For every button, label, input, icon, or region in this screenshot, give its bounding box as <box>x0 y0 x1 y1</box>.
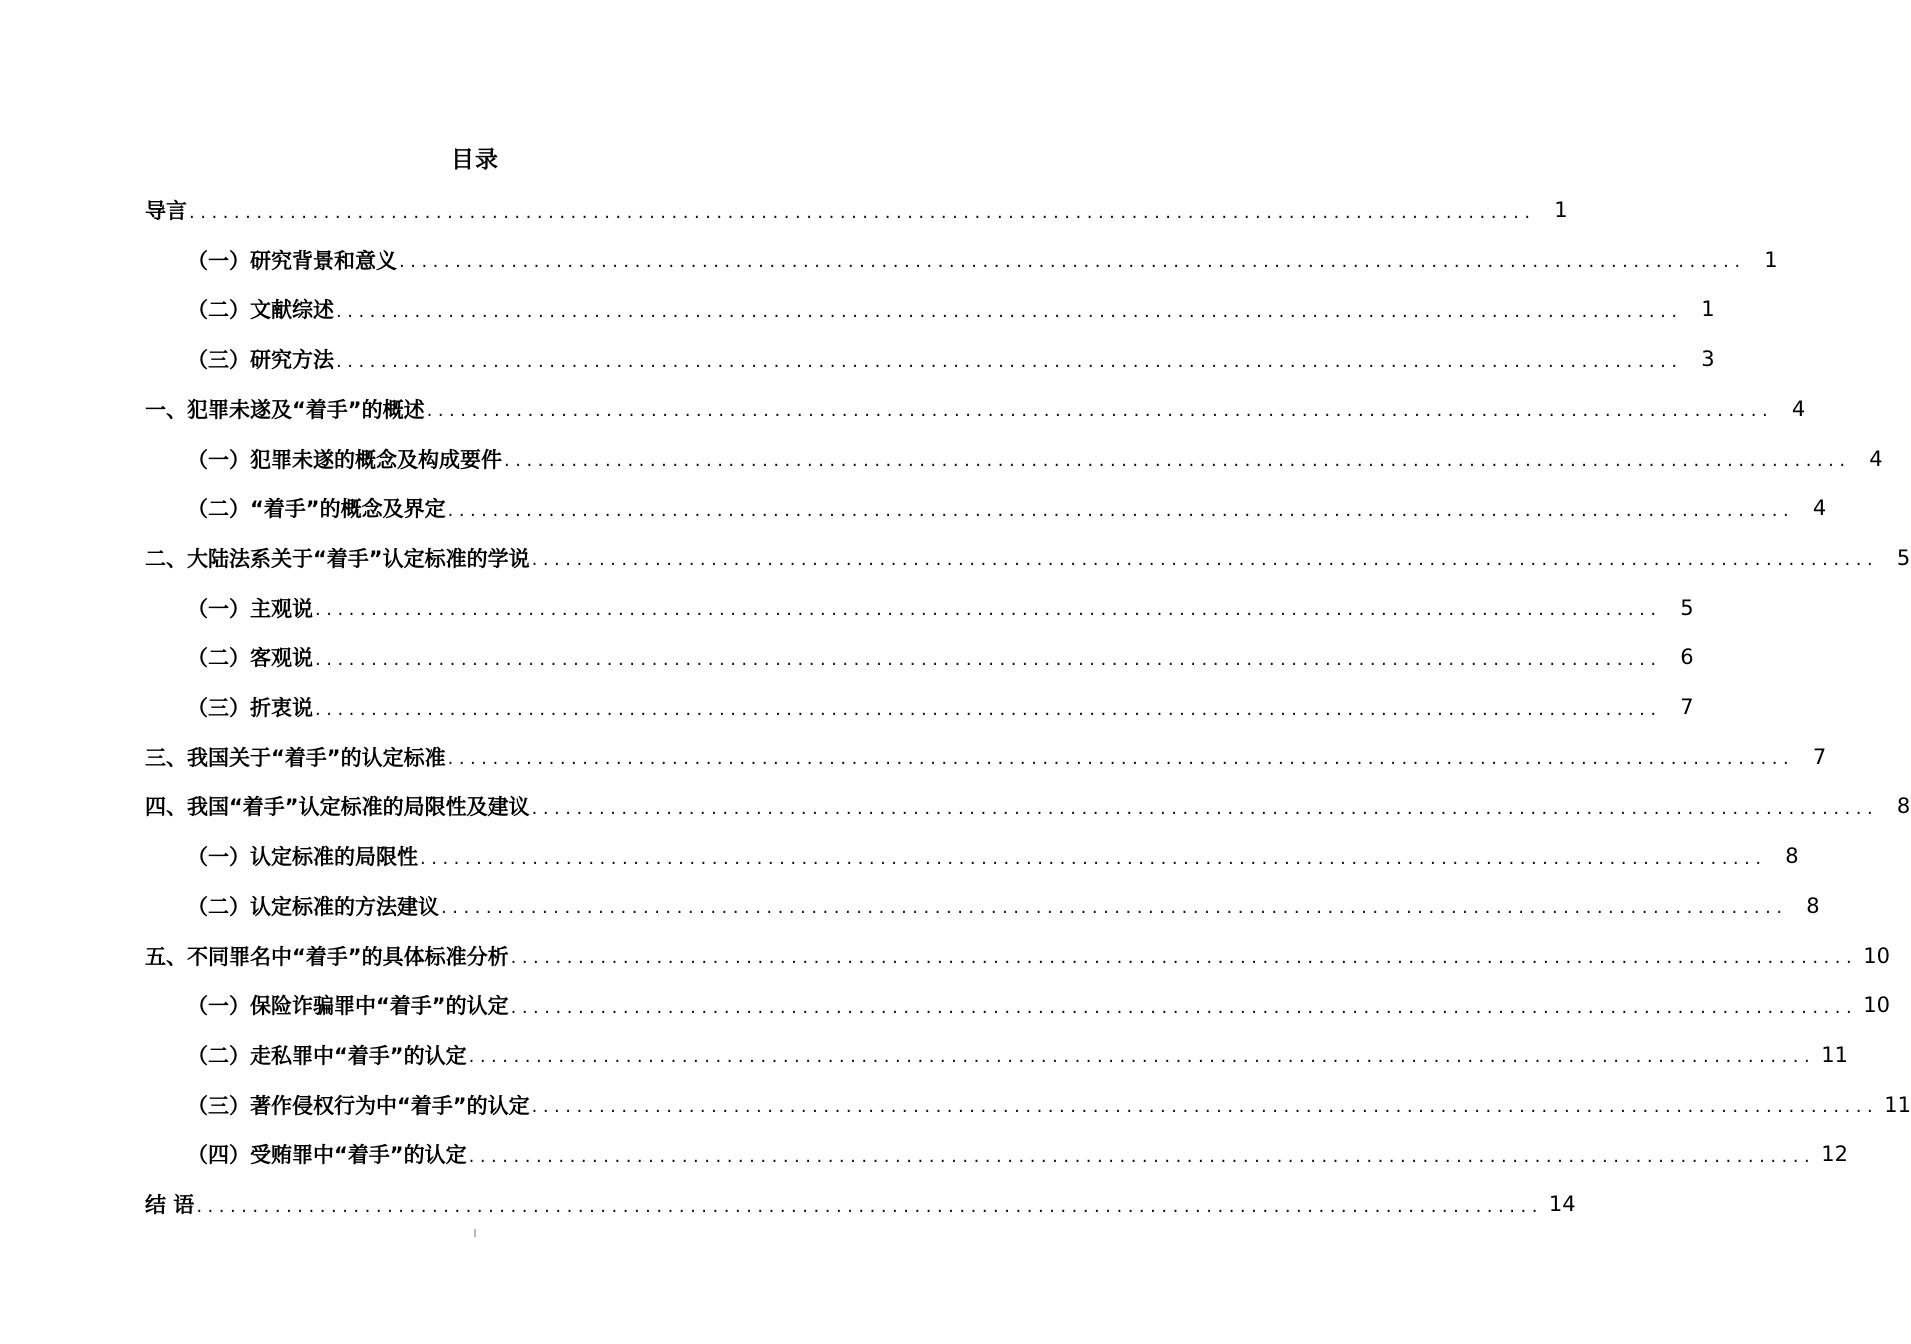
toc-entry-page-number: 4 <box>1812 496 1827 521</box>
toc-entry-page-number: 3 <box>1701 347 1715 372</box>
toc-dot-leader: ........................................................................................................................ <box>531 797 1879 819</box>
toc-entry-page-number: 1 <box>1701 297 1715 322</box>
toc-dot-leader: ........................................................................................................................ <box>189 201 1536 223</box>
toc-entry-page-number: 8 <box>1896 794 1911 819</box>
toc-entry[interactable] <box>187 1030 1848 1080</box>
toc-title: 目录 <box>451 147 499 173</box>
toc-dot-leader: ........................................................................................................................ <box>441 897 1788 919</box>
toc-dot-leader: ........................................................................................................................ <box>531 549 1879 571</box>
toc-entry-label: （一）认定标准的局限性 <box>187 845 418 870</box>
toc-entry-label: （一）主观说 <box>187 596 313 621</box>
toc-entry-label: 四、我国“着手”认定标准的局限性及建议 <box>145 795 530 820</box>
toc-entry[interactable] <box>145 732 1827 782</box>
toc-entry-page-number: 7 <box>1680 695 1694 719</box>
toc-entry-label: （三）折衷说 <box>187 696 313 720</box>
toc-entry[interactable] <box>145 533 1911 583</box>
toc-entry-label: 导言 <box>145 199 187 223</box>
toc-entry-label: （一）犯罪未遂的概念及构成要件 <box>187 447 502 472</box>
toc-entry-page-number: 4 <box>1791 396 1806 421</box>
toc-dot-leader: ........................................................................................................................ <box>315 599 1662 621</box>
toc-dot-leader: ........................................................................................................................ <box>468 1145 1816 1167</box>
toc-entry[interactable] <box>187 1129 1848 1179</box>
toc-dot-leader: ........................................................................................................................ <box>447 499 1795 521</box>
toc-entry-label: 二、大陆法系关于“着手”认定标准的学说 <box>145 546 530 571</box>
toc-entry-label: 一、犯罪未遂及“着手”的概述 <box>145 397 425 422</box>
toc-entry[interactable] <box>145 781 1911 831</box>
toc-entry[interactable] <box>187 1080 1911 1130</box>
toc-entry-label: （二）认定标准的方法建议 <box>187 894 439 919</box>
toc-entry-page-number: 14 <box>1548 1192 1576 1216</box>
toc-entry[interactable] <box>145 384 1806 434</box>
toc-entry[interactable] <box>145 1179 1576 1229</box>
toc-entry-page-number: 1 <box>1554 198 1568 222</box>
toc-entry-page-number: 5 <box>1896 545 1911 570</box>
toc-entry[interactable] <box>187 284 1715 334</box>
toc-entry[interactable] <box>187 881 1820 931</box>
toc-dot-leader: ........................................................................................................................ <box>468 1046 1816 1068</box>
toc-entry-label: （三）研究方法 <box>187 348 334 373</box>
toc-entry[interactable] <box>187 980 1890 1030</box>
toc-entry-label: 结 语 <box>145 1193 195 1217</box>
toc-dot-leader: ........................................................................................................................ <box>315 648 1662 670</box>
toc-entry-label: （二）走私罪中“着手”的认定 <box>187 1043 467 1068</box>
toc-entry-page-number: 12 <box>1821 1142 1848 1167</box>
toc-entry-label: （三）著作侵权行为中“着手”的认定 <box>187 1093 530 1118</box>
toc-entry-label: （二）文献综述 <box>187 298 334 323</box>
toc-entry[interactable] <box>187 483 1827 533</box>
toc-entry-page-number: 11 <box>1821 1042 1848 1067</box>
toc-entry[interactable] <box>187 434 1883 484</box>
toc-entry-label: 三、我国关于“着手”的认定标准 <box>145 745 446 770</box>
toc-entry-page-number: 8 <box>1785 844 1799 869</box>
toc-entry-page-number: 6 <box>1680 645 1694 670</box>
toc-dot-leader: ........................................................................................................................ <box>336 350 1683 372</box>
toc-dot-leader: ........................................................................................................................ <box>504 450 1851 471</box>
toc-entry-label: （一）研究背景和意义 <box>187 248 397 273</box>
toc-entry-label: （一）保险诈骗罪中“着手”的认定 <box>187 994 509 1019</box>
toc-entry-page-number: 7 <box>1812 744 1827 769</box>
toc-entry-page-number: 11 <box>1884 1092 1911 1117</box>
toc-entry[interactable] <box>187 235 1778 285</box>
toc-dot-leader: ........................................................................................................................ <box>336 300 1683 322</box>
toc-dot-leader: ........................................................................................................................ <box>510 947 1858 968</box>
toc-entry-page-number: 1 <box>1764 247 1778 272</box>
toc-entry-page-number: 10 <box>1863 943 1890 968</box>
toc-dot-leader: ........................................................................................................................ <box>447 748 1795 770</box>
toc-dot-leader: ........................................................................................................................ <box>420 847 1767 869</box>
toc-entry[interactable] <box>187 334 1715 384</box>
toc-dot-leader: ........................................................................................................................ <box>510 996 1858 1018</box>
toc-dot-leader: ........................................................................................................................ <box>196 1195 1543 1217</box>
toc-entry-page-number: 4 <box>1869 446 1883 471</box>
toc-entry-label: 五、不同罪名中“着手”的具体标准分析 <box>145 944 509 969</box>
toc-entry-label: （二）客观说 <box>187 646 313 671</box>
toc-entry[interactable] <box>145 931 1890 981</box>
toc-entry[interactable] <box>187 632 1694 682</box>
toc-dot-leader: ........................................................................................................................ <box>399 251 1746 273</box>
toc-entry[interactable] <box>187 831 1799 881</box>
toc-entry-page-number: 5 <box>1680 595 1694 620</box>
toc-entry[interactable] <box>187 682 1694 732</box>
toc-dot-leader: ........................................................................................................................ <box>531 1096 1879 1118</box>
toc-entry[interactable] <box>145 185 1568 235</box>
toc-entry-page-number: 10 <box>1863 993 1890 1018</box>
toc-entry-label: （二）“着手”的概念及界定 <box>187 497 446 522</box>
toc-dot-leader: ........................................................................................................................ <box>315 698 1662 720</box>
page-number: I <box>473 1227 477 1240</box>
toc-entry-label: （四）受贿罪中“着手”的认定 <box>187 1143 467 1168</box>
toc-entry-page-number: 8 <box>1806 893 1820 918</box>
toc-dot-leader: ........................................................................................................................ <box>426 400 1774 422</box>
toc-entry[interactable] <box>187 583 1694 633</box>
